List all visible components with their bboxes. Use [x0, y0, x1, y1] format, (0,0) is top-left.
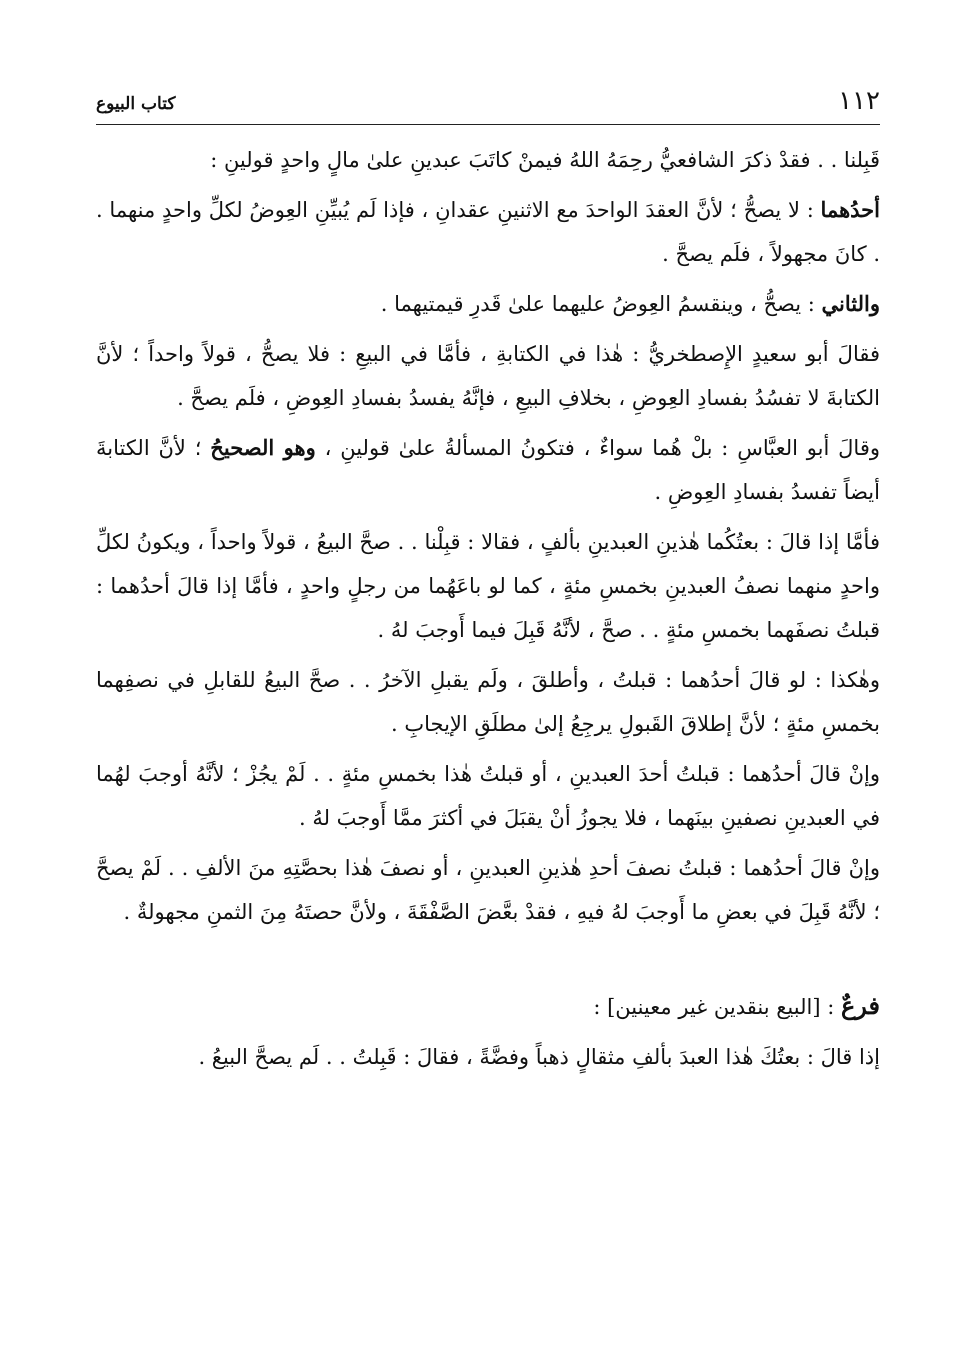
paragraph-text: وإنْ قالَ أحدُهما : قبلتُ أحدَ العبدينِ ، أو قبلتُ هٰذا بخمسِ مئةٍ . . لَمْ يجُزْ ؛ لأنَّهُ أوجبَ لهُما في العبدينِ نصفينِ بينَهما ، فلا يجوزُ أنْ يقبَلَ في أكثرَ ممَّا أَوجبَ لهُ . — [96, 762, 880, 830]
paragraph-istakhri — [96, 332, 880, 420]
paragraph-text: وهٰكذا : لو قالَ أحدُهما : قبلتُ ، وأطلقَ ، ولَم يقبلِ الآخرُ . . صحَّ البيعُ للقابلِ في نصفِهما بخمسِ مئةٍ ؛ لأنَّ إطلاقَ القَبولِ يرجِعُ إلىٰ مطلَقِ الإيجابِ . — [96, 668, 880, 736]
paragraph-text: : يصحُّ ، وينقسمُ العِوضُ عليهما علىٰ قَدرِ قيمتيهما . — [380, 292, 822, 316]
paragraph-text: فأمَّا إذا قالَ : بعتُكُما هٰذينِ العبدينِ بألفٍ ، فقالا : قبِلْنا . . صحَّ البيعُ ، قولاً واحداً ، ويكونُ لكلِّ واحدٍ منهما نصفُ العبدينِ بخمسِ مئةٍ ، كما لو باعَهُما من رجلٍ واحدٍ ، فأمَّا إذا قالَ أحدُهما : قبلتُ نصفَهما بخمسِ مئةٍ . . صحَّ ، لأنَّهُ قَبِلَ فيما أَوجبَ لهُ . — [96, 530, 880, 642]
paragraph-likewise — [96, 658, 880, 746]
paragraph-half-slave — [96, 846, 880, 934]
paragraph-text: وقالَ أبو العبَّاسِ : بلْ هُما سواءٌ ، فتكونُ المسألةُ علىٰ قولينِ ، — [315, 436, 880, 460]
paragraph-text: فقالَ أبو سعيدٍ الإِصطخريُّ : هٰذا في الكتابةِ ، فأمَّا في البيعِ : فلا يصحُّ ، قولاً واحداً ؛ لأنَّ الكتابةَ لا تفسُدُ بفسادِ العِوضِ ، بخلافِ البيعِ ، فإنَّهُ يفسدُ بفسادِ العِوضِ ، فلَم يصحَّ . — [96, 342, 880, 410]
paragraph-first-opinion — [96, 188, 880, 276]
paragraph-sale-two-slaves — [96, 520, 880, 652]
paragraph-text: : لا يصحُّ ؛ لأنَّ العقدَ الواحدَ مع الاثنينِ عقدانِ ، فإذا لَم يُبيِّنِ العِوضُ لكلِّ واحدٍ منهما . . كانَ مجهولاً ، فلَم يصحَّ . — [96, 198, 880, 266]
page-number: ١١٢ — [838, 86, 880, 116]
paragraph-tail: ؛ لأنَّ الكتابةَ أيضاً تفسدُ بفسادِ العِوضِ . — [96, 436, 880, 504]
paragraph-text: إذا قالَ : بعتُكَ هٰذا العبدَ بألفِ مثقالٍ ذهباً وفضَّةً ، فقالَ : قَبِلتُ . . لَم يصحَّ البيعُ . — [198, 1045, 880, 1069]
branch-title: : [البيع بنقدين غير معينين] : — [593, 995, 841, 1019]
paragraph-strong: وهو الصحيحُ — [210, 435, 316, 460]
paragraph-lead: والثاني — [821, 291, 880, 316]
book-title: كتاب البيوع — [96, 94, 176, 114]
paragraph-lead: أحدُهما — [820, 197, 880, 222]
paragraph-text: قَبِلنا . . فقدْ ذكرَ الشافعيُّ رحِمَهُ اللهُ فيمنْ كاتَبَ عبدينِ علىٰ مالٍ واحدٍ قولينِ : — [210, 148, 880, 172]
paragraph-second-opinion — [96, 282, 880, 326]
paragraph-one-slave — [96, 752, 880, 840]
page-header — [96, 84, 880, 125]
page-body — [96, 138, 880, 1085]
branch-heading — [96, 984, 880, 1029]
paragraph-final — [96, 1035, 880, 1079]
branch-label: فرعٌ — [840, 991, 880, 1020]
paragraph-text: وإنْ قالَ أحدُهما : قبلتُ نصفَ أحدِ هٰذينِ العبدينِ ، أو نصفَ هٰذا بحصَّتِهِ منَ الألفِ . . لَمْ يصحَّ ؛ لأنَّهُ قَبِلَ في بعضِ ما أَوجبَ لهُ فيهِ ، فقدْ بعَّضَ الصَّفْقَةَ ، ولأنَّ حصتَهُ مِنَ الثمنِ مجهولةٌ . — [96, 856, 880, 924]
paragraph-abu-abbas — [96, 426, 880, 514]
paragraph-intro — [96, 138, 880, 182]
